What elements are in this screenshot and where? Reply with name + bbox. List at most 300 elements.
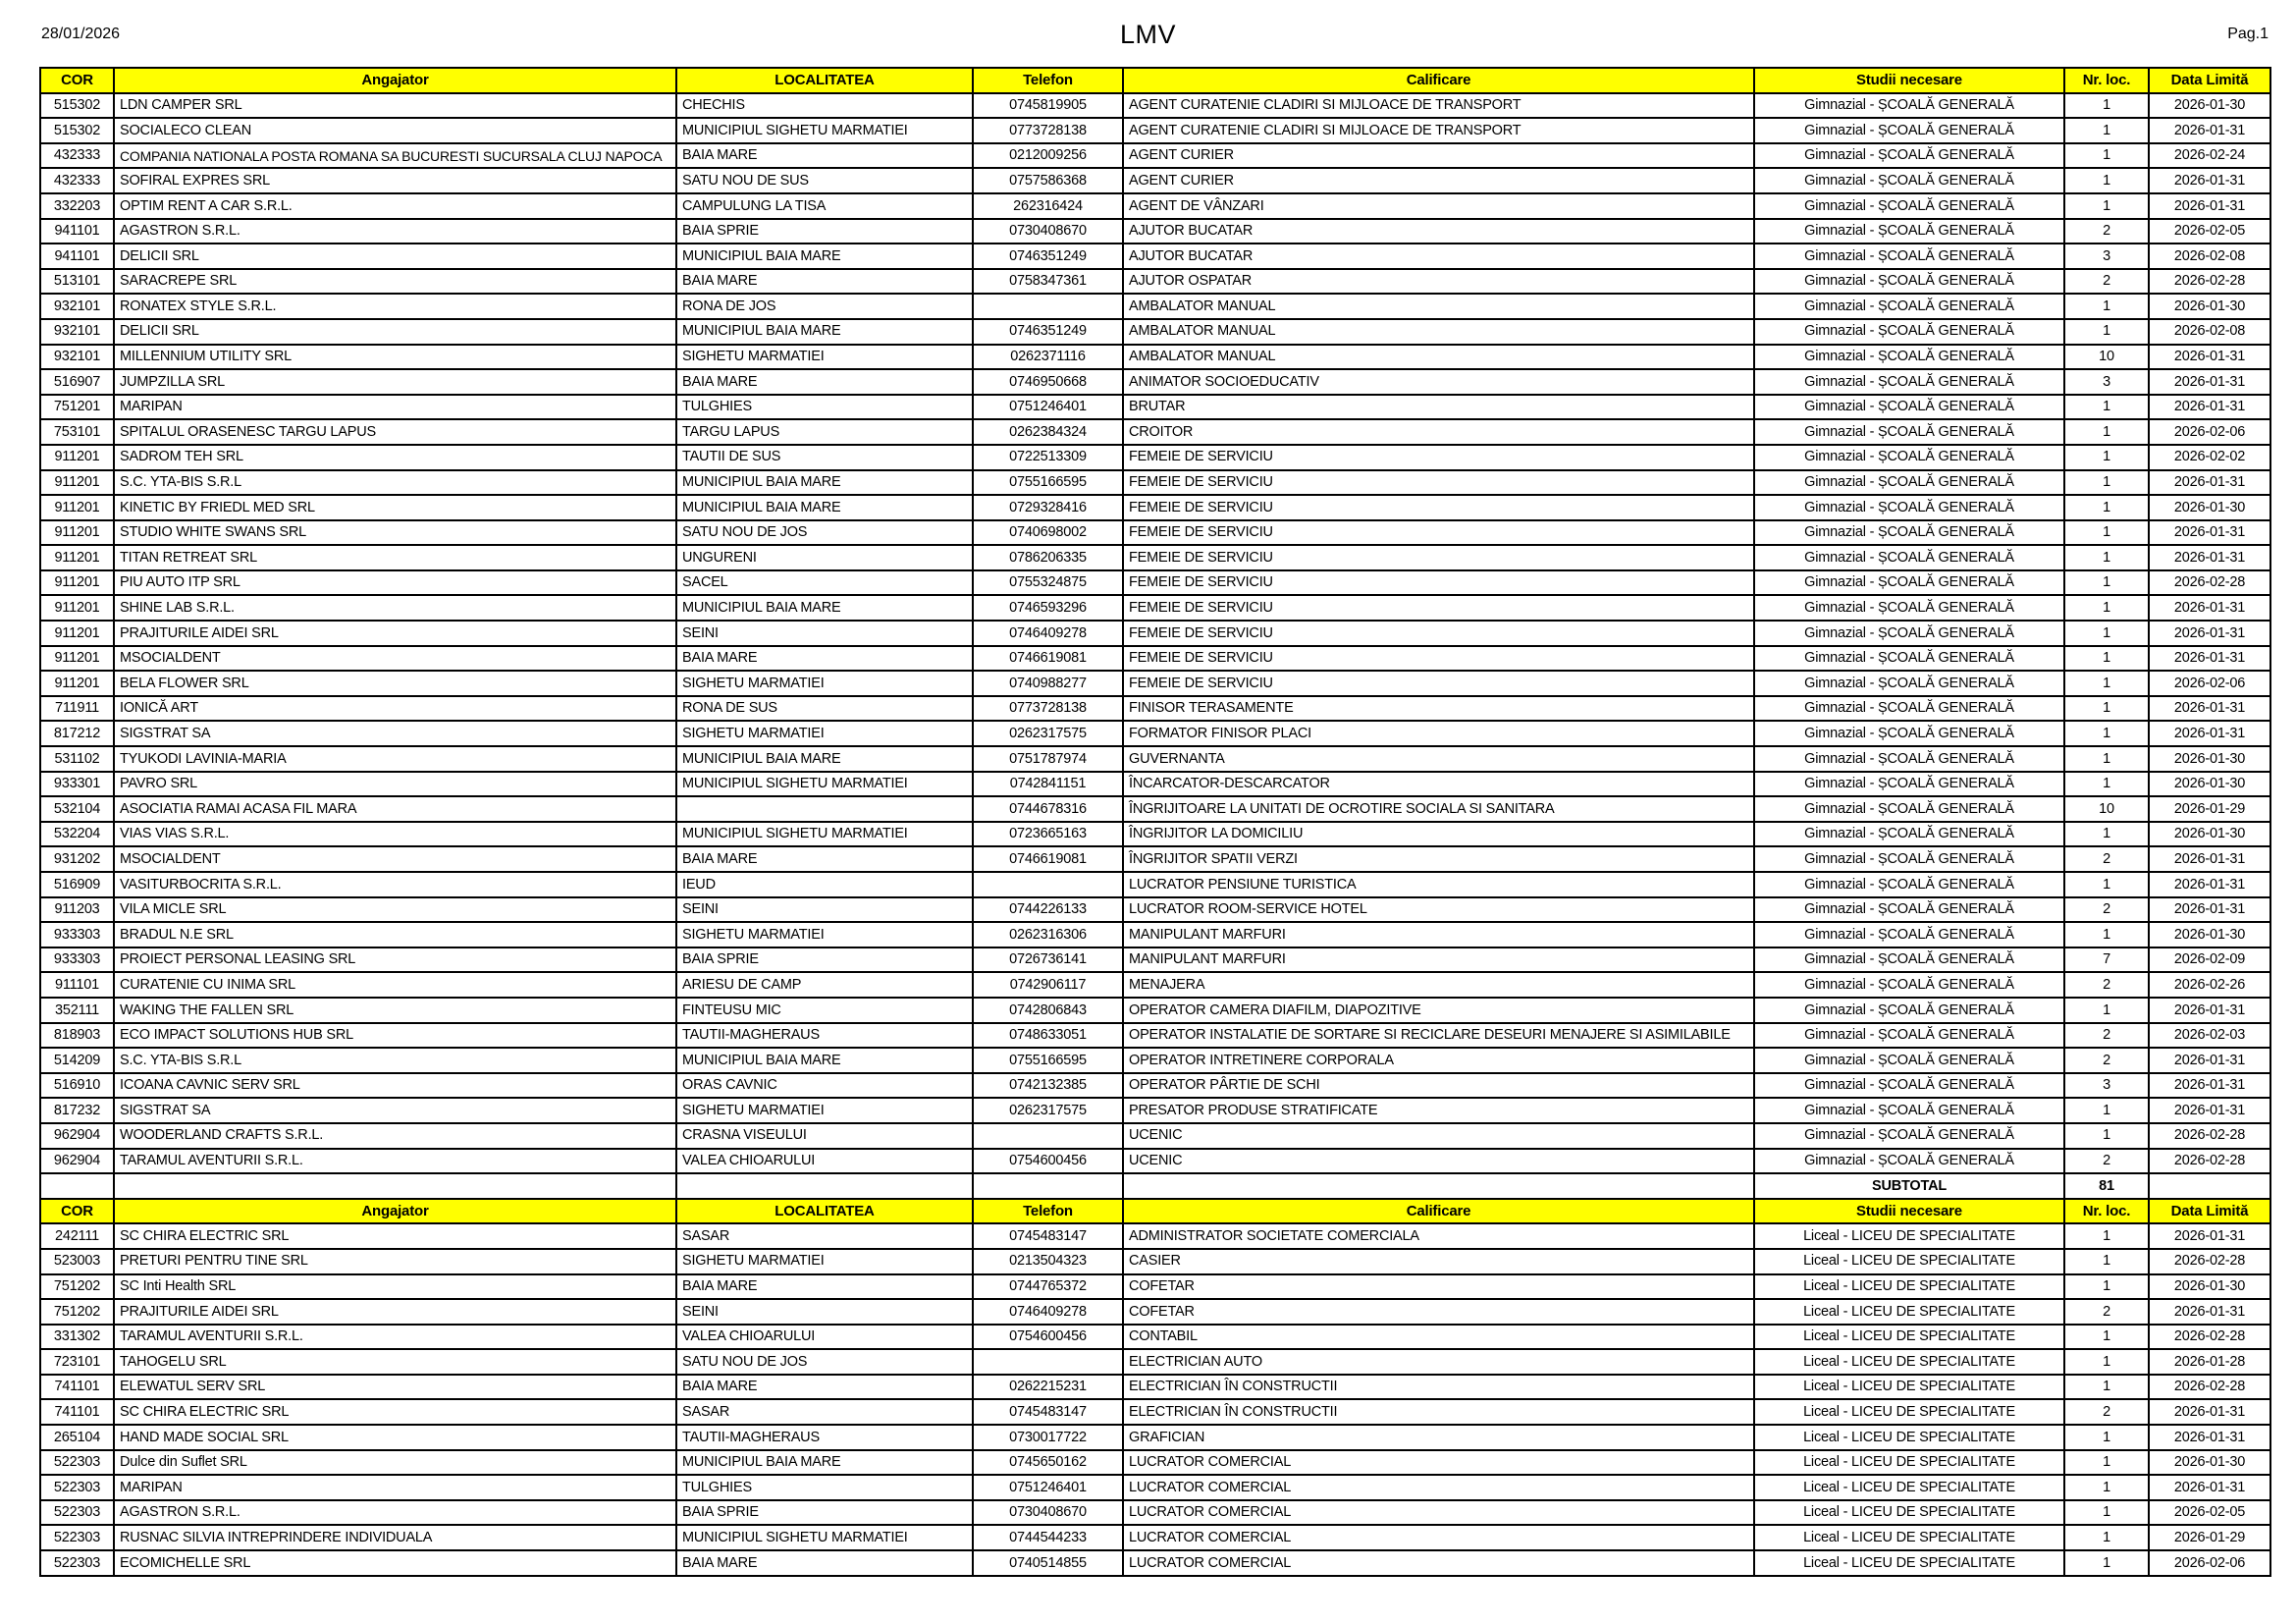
table-cell: 0742906117 xyxy=(973,972,1123,998)
table-cell: ANIMATOR SOCIOEDUCATIV xyxy=(1123,369,1754,395)
table-cell: 1 xyxy=(2064,1274,2149,1300)
table-cell: 2026-01-30 xyxy=(2149,1274,2270,1300)
table-row xyxy=(40,470,2270,496)
table-cell: ORAS CAVNIC xyxy=(676,1073,973,1099)
table-cell: Liceal - LICEU DE SPECIALITATE xyxy=(1754,1249,2064,1274)
table-cell: Gimnazial - ȘCOALĂ GENERALĂ xyxy=(1754,696,2064,722)
table-cell: RONATEX STYLE S.R.L. xyxy=(114,294,676,319)
table-cell: 0746351249 xyxy=(973,244,1123,269)
table-cell: MSOCIALDENT xyxy=(114,646,676,672)
table-cell xyxy=(676,1173,973,1199)
table-cell: 0212009256 xyxy=(973,143,1123,169)
column-header: Data Limită xyxy=(2149,68,2270,93)
table-cell: LUCRATOR PENSIUNE TURISTICA xyxy=(1123,872,1754,897)
table-cell: 711911 xyxy=(40,696,114,722)
table-cell: Gimnazial - ȘCOALĂ GENERALĂ xyxy=(1754,772,2064,797)
table-cell: 522303 xyxy=(40,1475,114,1500)
table-cell: 0757586368 xyxy=(973,168,1123,193)
table-cell: 2026-02-05 xyxy=(2149,1500,2270,1526)
column-header: COR xyxy=(40,1199,114,1224)
table-cell: PROIECT PERSONAL LEASING SRL xyxy=(114,947,676,973)
table-cell: SEINI xyxy=(676,1299,973,1325)
table-row xyxy=(40,1073,2270,1099)
table-cell: 2026-02-08 xyxy=(2149,319,2270,345)
table-cell: MUNICIPIUL BAIA MARE xyxy=(676,495,973,520)
table-row xyxy=(40,345,2270,370)
table-cell: Gimnazial - ȘCOALĂ GENERALĂ xyxy=(1754,520,2064,546)
table-cell: 932101 xyxy=(40,345,114,370)
table-cell: 532104 xyxy=(40,796,114,822)
table-cell: 0786206335 xyxy=(973,545,1123,570)
table-cell: 2 xyxy=(2064,972,2149,998)
table-cell: 2026-01-31 xyxy=(2149,520,2270,546)
table-cell: Liceal - LICEU DE SPECIALITATE xyxy=(1754,1425,2064,1450)
table-cell: 0740988277 xyxy=(973,671,1123,696)
table-cell: SIGHETU MARMATIEI xyxy=(676,1249,973,1274)
column-header: Nr. loc. xyxy=(2064,68,2149,93)
table-row xyxy=(40,1525,2270,1550)
table-cell: 522303 xyxy=(40,1500,114,1526)
table-cell: 0744678316 xyxy=(973,796,1123,822)
table-row xyxy=(40,897,2270,923)
table-cell: 516909 xyxy=(40,872,114,897)
table-cell: 1 xyxy=(2064,495,2149,520)
table-cell: 0746351249 xyxy=(973,319,1123,345)
table-cell: FEMEIE DE SERVICIU xyxy=(1123,595,1754,621)
table-cell: ADMINISTRATOR SOCIETATE COMERCIALA xyxy=(1123,1223,1754,1249)
table-cell: 817232 xyxy=(40,1098,114,1123)
table-cell: CAMPULUNG LA TISA xyxy=(676,193,973,219)
table-cell: PRAJITURILE AIDEI SRL xyxy=(114,1299,676,1325)
table-cell: Gimnazial - ȘCOALĂ GENERALĂ xyxy=(1754,897,2064,923)
table-cell: Gimnazial - ȘCOALĂ GENERALĂ xyxy=(1754,570,2064,596)
table-cell: 1 xyxy=(2064,1525,2149,1550)
table-cell: BRUTAR xyxy=(1123,395,1754,420)
table-cell: OPERATOR INSTALATIE DE SORTARE SI RECICLARE DESEURI MENAJERE SI ASIMILABILE xyxy=(1123,1023,1754,1049)
table-cell: 0745650162 xyxy=(973,1450,1123,1476)
table-cell: 2026-02-02 xyxy=(2149,445,2270,470)
table-cell: BAIA MARE xyxy=(676,269,973,295)
table-cell: 0751246401 xyxy=(973,1475,1123,1500)
vacancies-table xyxy=(39,67,2271,1577)
table-cell: 1 xyxy=(2064,1375,2149,1400)
table-row xyxy=(40,319,2270,345)
column-header: LOCALITATEA xyxy=(676,68,973,93)
table-cell: 1 xyxy=(2064,319,2149,345)
document-date: 28/01/2026 xyxy=(41,26,121,42)
table-cell: 0740514855 xyxy=(973,1550,1123,1576)
table-cell: FINTEUSU MIC xyxy=(676,998,973,1023)
table-cell: ELECTRICIAN ÎN CONSTRUCTII xyxy=(1123,1375,1754,1400)
table-cell: VALEA CHIOARULUI xyxy=(676,1149,973,1174)
table-cell: Liceal - LICEU DE SPECIALITATE xyxy=(1754,1500,2064,1526)
table-cell: 753101 xyxy=(40,419,114,445)
table-cell: Gimnazial - ȘCOALĂ GENERALĂ xyxy=(1754,621,2064,646)
table-cell: Gimnazial - ȘCOALĂ GENERALĂ xyxy=(1754,118,2064,143)
table-cell: IONICĂ ART xyxy=(114,696,676,722)
column-header: Angajator xyxy=(114,1199,676,1224)
table-cell: HAND MADE SOCIAL SRL xyxy=(114,1425,676,1450)
table-cell xyxy=(973,1349,1123,1375)
table-cell: LUCRATOR COMERCIAL xyxy=(1123,1500,1754,1526)
table-cell: VIAS VIAS S.R.L. xyxy=(114,822,676,847)
table-row xyxy=(40,219,2270,244)
table-cell: SATU NOU DE JOS xyxy=(676,520,973,546)
table-cell: PIU AUTO ITP SRL xyxy=(114,570,676,596)
column-header: Angajator xyxy=(114,68,676,93)
table-cell: 2026-01-29 xyxy=(2149,1525,2270,1550)
table-cell: SIGHETU MARMATIEI xyxy=(676,1098,973,1123)
table-cell: 0723665163 xyxy=(973,822,1123,847)
table-cell: CROITOR xyxy=(1123,419,1754,445)
table-cell: MUNICIPIUL BAIA MARE xyxy=(676,319,973,345)
table-row xyxy=(40,1325,2270,1350)
table-cell: 2026-01-30 xyxy=(2149,922,2270,947)
subtotal-label: SUBTOTAL xyxy=(1754,1173,2064,1199)
table-cell: 3 xyxy=(2064,369,2149,395)
table-cell: 1 xyxy=(2064,822,2149,847)
table-row xyxy=(40,721,2270,746)
table-cell: AMBALATOR MANUAL xyxy=(1123,345,1754,370)
table-cell: 911201 xyxy=(40,570,114,596)
table-cell: BRADUL N.E SRL xyxy=(114,922,676,947)
table-cell: DELICII SRL xyxy=(114,244,676,269)
table-cell: 515302 xyxy=(40,118,114,143)
table-cell: 1 xyxy=(2064,721,2149,746)
page-title: LMV xyxy=(1119,20,1177,49)
table-cell: Gimnazial - ȘCOALĂ GENERALĂ xyxy=(1754,1098,2064,1123)
table-cell: Gimnazial - ȘCOALĂ GENERALĂ xyxy=(1754,796,2064,822)
table-cell: BAIA MARE xyxy=(676,1274,973,1300)
table-cell: MUNICIPIUL BAIA MARE xyxy=(676,1450,973,1476)
table-cell: Gimnazial - ȘCOALĂ GENERALĂ xyxy=(1754,1123,2064,1149)
table-cell: 1 xyxy=(2064,1249,2149,1274)
table-row xyxy=(40,595,2270,621)
table-cell: 2026-01-29 xyxy=(2149,796,2270,822)
table-cell: ELECTRICIAN AUTO xyxy=(1123,1349,1754,1375)
table-cell xyxy=(2149,1173,2270,1199)
table-cell: Gimnazial - ȘCOALĂ GENERALĂ xyxy=(1754,872,2064,897)
table-cell: 1 xyxy=(2064,998,2149,1023)
table-cell: 0746950668 xyxy=(973,369,1123,395)
table-cell: TARAMUL AVENTURII S.R.L. xyxy=(114,1325,676,1350)
table-cell: GRAFICIAN xyxy=(1123,1425,1754,1450)
table-cell: 0262317575 xyxy=(973,721,1123,746)
table-row xyxy=(40,1149,2270,1174)
table-cell: 2026-01-31 xyxy=(2149,545,2270,570)
table-cell: BAIA MARE xyxy=(676,846,973,872)
table-cell: SIGSTRAT SA xyxy=(114,1098,676,1123)
table-cell: ICOANA CAVNIC SERV SRL xyxy=(114,1073,676,1099)
table-cell: 1 xyxy=(2064,646,2149,672)
table-cell: Gimnazial - ȘCOALĂ GENERALĂ xyxy=(1754,419,2064,445)
table-cell: PAVRO SRL xyxy=(114,772,676,797)
table-cell: VILA MICLE SRL xyxy=(114,897,676,923)
table-cell: 1 xyxy=(2064,118,2149,143)
table-cell: 432333 xyxy=(40,168,114,193)
table-cell: Gimnazial - ȘCOALĂ GENERALĂ xyxy=(1754,93,2064,119)
table-cell: 0726736141 xyxy=(973,947,1123,973)
table-cell: 818903 xyxy=(40,1023,114,1049)
table-cell: LUCRATOR COMERCIAL xyxy=(1123,1475,1754,1500)
table-cell: 2026-02-06 xyxy=(2149,1550,2270,1576)
table-cell: AMBALATOR MANUAL xyxy=(1123,319,1754,345)
table-cell: 2026-02-28 xyxy=(2149,1249,2270,1274)
table-cell: 0744226133 xyxy=(973,897,1123,923)
table-cell: 1 xyxy=(2064,93,2149,119)
table-cell: Gimnazial - ȘCOALĂ GENERALĂ xyxy=(1754,947,2064,973)
table-cell: 962904 xyxy=(40,1123,114,1149)
table-cell: 0730017722 xyxy=(973,1425,1123,1450)
table-cell: TYUKODI LAVINIA-MARIA xyxy=(114,746,676,772)
table-row xyxy=(40,1450,2270,1476)
table-row xyxy=(40,1500,2270,1526)
table-cell: BAIA SPRIE xyxy=(676,219,973,244)
table-cell: Gimnazial - ȘCOALĂ GENERALĂ xyxy=(1754,495,2064,520)
table-cell: 911201 xyxy=(40,595,114,621)
table-cell: 2026-01-31 xyxy=(2149,1098,2270,1123)
table-row xyxy=(40,1098,2270,1123)
table-row xyxy=(40,1425,2270,1450)
table-cell: FEMEIE DE SERVICIU xyxy=(1123,570,1754,596)
table-cell: 3 xyxy=(2064,244,2149,269)
table-cell: STUDIO WHITE SWANS SRL xyxy=(114,520,676,546)
table-cell: MARIPAN xyxy=(114,395,676,420)
table-cell: 2026-02-28 xyxy=(2149,1325,2270,1350)
table-cell: 0754600456 xyxy=(973,1325,1123,1350)
table-cell: 0745483147 xyxy=(973,1223,1123,1249)
table-cell: TARGU LAPUS xyxy=(676,419,973,445)
table-row xyxy=(40,746,2270,772)
table-cell: 0751246401 xyxy=(973,395,1123,420)
table-cell: 751202 xyxy=(40,1274,114,1300)
table-cell: 0754600456 xyxy=(973,1149,1123,1174)
table-cell: 911201 xyxy=(40,470,114,496)
table-cell: 2026-01-31 xyxy=(2149,1299,2270,1325)
table-cell: S.C. YTA-BIS S.R.L xyxy=(114,470,676,496)
table-cell: 2026-01-31 xyxy=(2149,1399,2270,1425)
table-cell: Gimnazial - ȘCOALĂ GENERALĂ xyxy=(1754,269,2064,295)
table-cell: 0262317575 xyxy=(973,1098,1123,1123)
table-row xyxy=(40,419,2270,445)
table-row xyxy=(40,520,2270,546)
table-cell: BAIA MARE xyxy=(676,143,973,169)
table-cell: AJUTOR OSPATAR xyxy=(1123,269,1754,295)
table-cell: SIGHETU MARMATIEI xyxy=(676,721,973,746)
table-cell: 1 xyxy=(2064,570,2149,596)
table-cell: RONA DE JOS xyxy=(676,294,973,319)
table-cell: CURATENIE CU INIMA SRL xyxy=(114,972,676,998)
table-cell: 0744765372 xyxy=(973,1274,1123,1300)
table-cell: 2026-01-31 xyxy=(2149,998,2270,1023)
table-cell: 1 xyxy=(2064,1425,2149,1450)
table-cell: SEINI xyxy=(676,897,973,923)
table-cell: PRESATOR PRODUSE STRATIFICATE xyxy=(1123,1098,1754,1123)
table-cell: 0729328416 xyxy=(973,495,1123,520)
table-cell: 1 xyxy=(2064,746,2149,772)
table-cell: Gimnazial - ȘCOALĂ GENERALĂ xyxy=(1754,319,2064,345)
table-cell: TITAN RETREAT SRL xyxy=(114,545,676,570)
table-cell: 723101 xyxy=(40,1349,114,1375)
table-cell: COFETAR xyxy=(1123,1299,1754,1325)
table-cell: 741101 xyxy=(40,1375,114,1400)
table-cell: 2 xyxy=(2064,219,2149,244)
table-cell: 0773728138 xyxy=(973,696,1123,722)
table-cell: Liceal - LICEU DE SPECIALITATE xyxy=(1754,1299,2064,1325)
table-cell: FEMEIE DE SERVICIU xyxy=(1123,671,1754,696)
table-cell: Gimnazial - ȘCOALĂ GENERALĂ xyxy=(1754,922,2064,947)
table-cell: BAIA SPRIE xyxy=(676,947,973,973)
table-cell: OPERATOR CAMERA DIAFILM, DIAPOZITIVE xyxy=(1123,998,1754,1023)
table-cell: 2 xyxy=(2064,1399,2149,1425)
table-cell: MUNICIPIUL SIGHETU MARMATIEI xyxy=(676,118,973,143)
table-cell: 331302 xyxy=(40,1325,114,1350)
table-row xyxy=(40,244,2270,269)
table-cell: 262316424 xyxy=(973,193,1123,219)
column-header: Calificare xyxy=(1123,1199,1754,1224)
table-cell: FEMEIE DE SERVICIU xyxy=(1123,520,1754,546)
table-cell: Gimnazial - ȘCOALĂ GENERALĂ xyxy=(1754,545,2064,570)
table-cell: 911201 xyxy=(40,621,114,646)
table-cell: FEMEIE DE SERVICIU xyxy=(1123,470,1754,496)
table-cell: LDN CAMPER SRL xyxy=(114,93,676,119)
table-cell: 911101 xyxy=(40,972,114,998)
table-cell: 1 xyxy=(2064,772,2149,797)
table-cell: BAIA SPRIE xyxy=(676,1500,973,1526)
table-cell: 0758347361 xyxy=(973,269,1123,295)
table-cell: 2026-02-06 xyxy=(2149,671,2270,696)
table-cell: 1 xyxy=(2064,1123,2149,1149)
table-cell: FEMEIE DE SERVICIU xyxy=(1123,646,1754,672)
table-cell: 2026-01-31 xyxy=(2149,395,2270,420)
table-cell: ECO IMPACT SOLUTIONS HUB SRL xyxy=(114,1023,676,1049)
table-cell: 432333 xyxy=(40,143,114,169)
table-cell: Liceal - LICEU DE SPECIALITATE xyxy=(1754,1550,2064,1576)
table-cell: SASAR xyxy=(676,1399,973,1425)
table-cell: 516910 xyxy=(40,1073,114,1099)
table-cell: TAUTII-MAGHERAUS xyxy=(676,1023,973,1049)
table-row xyxy=(40,872,2270,897)
table-cell: FEMEIE DE SERVICIU xyxy=(1123,545,1754,570)
table-cell: 2 xyxy=(2064,846,2149,872)
table-cell: 2 xyxy=(2064,1023,2149,1049)
table-cell: 0755166595 xyxy=(973,470,1123,496)
table-cell: MSOCIALDENT xyxy=(114,846,676,872)
table-cell: 2026-01-31 xyxy=(2149,646,2270,672)
table-row xyxy=(40,796,2270,822)
table-cell: SC CHIRA ELECTRIC SRL xyxy=(114,1399,676,1425)
table-cell: 2026-01-31 xyxy=(2149,1223,2270,1249)
table-cell: 751201 xyxy=(40,395,114,420)
table-cell: Liceal - LICEU DE SPECIALITATE xyxy=(1754,1475,2064,1500)
table-cell: MUNICIPIUL SIGHETU MARMATIEI xyxy=(676,822,973,847)
table-cell: 2026-01-30 xyxy=(2149,1450,2270,1476)
table-cell: Gimnazial - ȘCOALĂ GENERALĂ xyxy=(1754,168,2064,193)
table-cell: 932101 xyxy=(40,294,114,319)
table-cell: 911201 xyxy=(40,646,114,672)
table-cell: 2026-01-30 xyxy=(2149,93,2270,119)
table-cell: 0262316306 xyxy=(973,922,1123,947)
table-cell: 515302 xyxy=(40,93,114,119)
table-cell: 2 xyxy=(2064,269,2149,295)
table-cell: 2 xyxy=(2064,897,2149,923)
table-cell: CONTABIL xyxy=(1123,1325,1754,1350)
table-cell: 3 xyxy=(2064,1073,2149,1099)
table-cell: 1 xyxy=(2064,1475,2149,1500)
table-cell: 0262384324 xyxy=(973,419,1123,445)
table-cell: 7 xyxy=(2064,947,2149,973)
table-cell: ECOMICHELLE SRL xyxy=(114,1550,676,1576)
table-cell: 0746409278 xyxy=(973,621,1123,646)
table-cell: 10 xyxy=(2064,345,2149,370)
table-cell: Liceal - LICEU DE SPECIALITATE xyxy=(1754,1223,2064,1249)
table-row xyxy=(40,1399,2270,1425)
table-cell: AMBALATOR MANUAL xyxy=(1123,294,1754,319)
table-cell: 2026-01-30 xyxy=(2149,822,2270,847)
table-row xyxy=(40,947,2270,973)
table-cell: 741101 xyxy=(40,1399,114,1425)
table-cell xyxy=(973,1123,1123,1149)
column-header: COR xyxy=(40,68,114,93)
table-cell: MUNICIPIUL BAIA MARE xyxy=(676,746,973,772)
table-cell: 2026-02-26 xyxy=(2149,972,2270,998)
table-cell xyxy=(40,1173,114,1199)
table-cell: SIGHETU MARMATIEI xyxy=(676,345,973,370)
table-cell: 2026-01-31 xyxy=(2149,369,2270,395)
table-cell: 2026-01-30 xyxy=(2149,772,2270,797)
table-row xyxy=(40,495,2270,520)
table-cell: 522303 xyxy=(40,1450,114,1476)
table-row xyxy=(40,922,2270,947)
table-cell: 0262371116 xyxy=(973,345,1123,370)
table-cell: 2026-01-31 xyxy=(2149,193,2270,219)
table-cell: FINISOR TERASAMENTE xyxy=(1123,696,1754,722)
table-cell: BAIA MARE xyxy=(676,1550,973,1576)
table-cell: AJUTOR BUCATAR xyxy=(1123,219,1754,244)
table-cell: JUMPZILLA SRL xyxy=(114,369,676,395)
table-cell xyxy=(676,796,973,822)
table-cell: 0755166595 xyxy=(973,1048,1123,1073)
table-cell: 1 xyxy=(2064,168,2149,193)
table-cell: 2026-02-28 xyxy=(2149,1123,2270,1149)
table-cell: 522303 xyxy=(40,1525,114,1550)
header-row xyxy=(40,68,2270,93)
table-cell: AGENT CURIER xyxy=(1123,143,1754,169)
table-cell: Gimnazial - ȘCOALĂ GENERALĂ xyxy=(1754,369,2064,395)
table-cell: 513101 xyxy=(40,269,114,295)
table-cell: UCENIC xyxy=(1123,1149,1754,1174)
table-cell: PRETURI PENTRU TINE SRL xyxy=(114,1249,676,1274)
table-cell: 0748633051 xyxy=(973,1023,1123,1049)
document-header xyxy=(0,0,2296,65)
table-cell: Gimnazial - ȘCOALĂ GENERALĂ xyxy=(1754,746,2064,772)
table-cell: 1 xyxy=(2064,696,2149,722)
table-cell: RUSNAC SILVIA INTREPRINDERE INDIVIDUALA xyxy=(114,1525,676,1550)
table-row xyxy=(40,1349,2270,1375)
table-cell: 2026-01-31 xyxy=(2149,345,2270,370)
table-cell: SC CHIRA ELECTRIC SRL xyxy=(114,1223,676,1249)
table-cell: 941101 xyxy=(40,244,114,269)
table-cell: ELEWATUL SERV SRL xyxy=(114,1375,676,1400)
table-row xyxy=(40,1274,2270,1300)
table-cell: 532204 xyxy=(40,822,114,847)
table-cell: OPERATOR INTRETINERE CORPORALA xyxy=(1123,1048,1754,1073)
table-cell: TAHOGELU SRL xyxy=(114,1349,676,1375)
table-cell: LUCRATOR ROOM-SERVICE HOTEL xyxy=(1123,897,1754,923)
table-cell: TAUTII-MAGHERAUS xyxy=(676,1425,973,1450)
table-cell: 2026-02-28 xyxy=(2149,269,2270,295)
table-cell: 941101 xyxy=(40,219,114,244)
